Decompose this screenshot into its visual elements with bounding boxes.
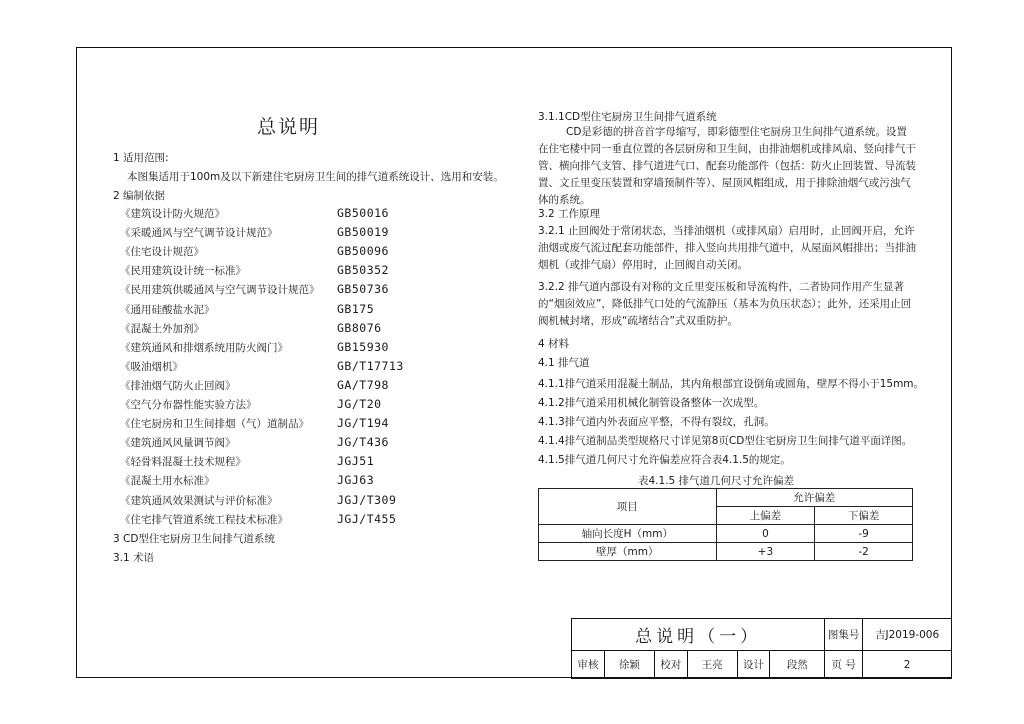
standard-code: GB8076 xyxy=(337,321,382,335)
standard-code: GB50352 xyxy=(337,263,389,277)
table-cell-lower: -2 xyxy=(815,543,913,561)
page-title: 总说明 xyxy=(257,116,321,138)
standard-code: GB50096 xyxy=(337,244,389,258)
title-block-title: 总说明（一） xyxy=(572,619,825,651)
section-2-heading: 2 编制依据 xyxy=(113,190,166,202)
section-3-1-heading: 3.1 术语 xyxy=(113,552,155,564)
table-cell-upper: 0 xyxy=(716,525,815,543)
checker-name: 王亮 xyxy=(687,651,737,679)
item-4-1-5: 4.1.5排气道几何尺寸允许偏差应符合表4.1.5的规定。 xyxy=(538,454,791,466)
standard-code: GB175 xyxy=(337,302,375,316)
tolerance-table xyxy=(538,488,913,561)
standard-name: 《吸油烟机》 xyxy=(120,361,183,373)
designer-name: 段然 xyxy=(770,651,825,679)
table-cell-item: 壁厚（mm） xyxy=(539,543,717,561)
standard-name: 《住宅设计规范》 xyxy=(120,246,204,258)
standard-name: 《空气分布器性能实验方法》 xyxy=(120,399,257,411)
item-4-1-1: 4.1.1排气道采用混凝土制品，其内角根部宜设倒角或圆角，壁厚不得小于15mm。 xyxy=(538,378,925,390)
table-header-item: 项目 xyxy=(539,489,717,525)
standard-name: 《混凝土外加剂》 xyxy=(120,323,204,335)
item-4-1-4: 4.1.4排气道制品类型规格尺寸详见第8页CD型住宅厨房卫生间排气道平面详图。 xyxy=(538,435,913,447)
standard-name: 《住宅排气管道系统工程技术标准》 xyxy=(120,514,288,526)
page-number: 2 xyxy=(863,651,952,679)
standard-code: JG/T194 xyxy=(337,416,389,430)
review-label: 审核 xyxy=(572,651,605,679)
standard-code: GB50016 xyxy=(337,206,389,220)
standard-name: 《住宅厨房和卫生间排烟（气）道制品》 xyxy=(120,418,309,430)
standard-code: JGJ63 xyxy=(337,473,375,487)
page-label: 页 号 xyxy=(825,651,863,679)
item-4-1-3: 4.1.3排气道内外表面应平整，不得有裂纹，孔洞。 xyxy=(538,416,775,428)
standard-code: GB50019 xyxy=(337,225,389,239)
section-3-2-2-text: 3.2.2 排气道内部设有对称的文丘里变压板和导流构件，二者协同作用产生显著的“烟囱效应”，降低排气口处的气流静压（基本为负压状态）；此外，还采用止回阀机械封堵，形成“疏堵结合”式双重防护。 xyxy=(538,281,912,327)
section-1-text: 本图集适用于100m及以下新建住宅厨房卫生间的排气道系统设计、选用和安装。 xyxy=(127,171,504,183)
table-cell-lower: -9 xyxy=(815,525,913,543)
standard-name: 《民用建筑设计统一标准》 xyxy=(120,265,246,277)
standard-code: JGJ51 xyxy=(337,454,375,468)
standard-name: 《轻骨料混凝土技术规程》 xyxy=(120,456,246,468)
standard-code: GA/T798 xyxy=(337,378,389,392)
standard-name: 《民用建筑供暖通风与空气调节设计规范》 xyxy=(120,284,320,296)
section-3-1-1-heading: 3.1.1CD型住宅厨房卫生间排气道系统 xyxy=(538,111,717,123)
section-3-1-1-text: CD是彩德的拼音首字母缩写，即彩德型住宅厨房卫生间排气道系统。设置在住宅楼中同一垂直位置的各层厨房和卫生间，由排油烟机或排风扇、竖向排气干管、横向排气支管、排气道进气口、配套功能部件（包括：防火止回装置、导流装置、文丘里变压装置和穿墙预制件等）、屋顶风帽组成，用于排除油烟气或污浊气体的系统。 xyxy=(538,126,916,206)
standard-name: 《混凝土用水标准》 xyxy=(120,475,215,487)
standard-name: 《采暖通风与空气调节设计规范》 xyxy=(120,227,278,239)
atlas-number: 吉J2019-006 xyxy=(863,619,952,651)
table-header-upper: 上偏差 xyxy=(716,507,815,525)
standard-code: GB/T17713 xyxy=(337,359,404,373)
section-3-2-heading: 3.2 工作原理 xyxy=(538,208,601,220)
standard-code: JG/T436 xyxy=(337,435,389,449)
section-1-heading: 1 适用范围: xyxy=(113,152,169,164)
standard-code: GB15930 xyxy=(337,340,389,354)
standard-name: 《排油烟气防火止回阀》 xyxy=(120,380,236,392)
table-cell-item: 轴向长度H（mm） xyxy=(539,525,717,543)
section-3-heading: 3 CD型住宅厨房卫生间排气道系统 xyxy=(113,533,275,545)
section-3-2-1-text: 3.2.1 止回阀处于常闭状态，当排油烟机（或排风扇）启用时，止回阀开启，允许油烟或废气流过配套功能部件，排入竖向共用排气道中，从屋面风帽排出；当排油烟机（或排气扇）停用时，止回阀自动关闭。 xyxy=(538,225,916,271)
standard-code: JGJ/T455 xyxy=(337,512,397,526)
check-label: 校对 xyxy=(654,651,687,679)
standard-name: 《通用硅酸盐水泥》 xyxy=(120,304,215,316)
standard-name: 《建筑通风效果测试与评价标准》 xyxy=(120,495,278,507)
standard-name: 《建筑通风风量调节阀》 xyxy=(120,437,236,449)
table-row xyxy=(539,543,913,561)
title-block xyxy=(571,618,952,679)
table-cell-upper: +3 xyxy=(716,543,815,561)
atlas-label: 图集号 xyxy=(825,619,863,651)
table-row xyxy=(539,525,913,543)
design-label: 设计 xyxy=(737,651,770,679)
table-header-tolerance: 允许偏差 xyxy=(716,489,912,507)
section-4-1-heading: 4.1 排气道 xyxy=(538,357,590,369)
section-4-heading: 4 材料 xyxy=(538,338,570,350)
standard-name: 《建筑通风和排烟系统用防火阀门》 xyxy=(120,342,288,354)
standard-code: JG/T20 xyxy=(337,397,382,411)
reviewer-name: 徐颖 xyxy=(604,651,654,679)
table-caption: 表4.1.5 排气道几何尺寸允许偏差 xyxy=(638,475,795,487)
table-header-lower: 下偏差 xyxy=(815,507,913,525)
standard-code: JGJ/T309 xyxy=(337,493,397,507)
item-4-1-2: 4.1.2排气道采用机械化制管设备整体一次成型。 xyxy=(538,397,765,409)
standard-code: GB50736 xyxy=(337,282,389,296)
standard-name: 《建筑设计防火规范》 xyxy=(120,208,225,220)
